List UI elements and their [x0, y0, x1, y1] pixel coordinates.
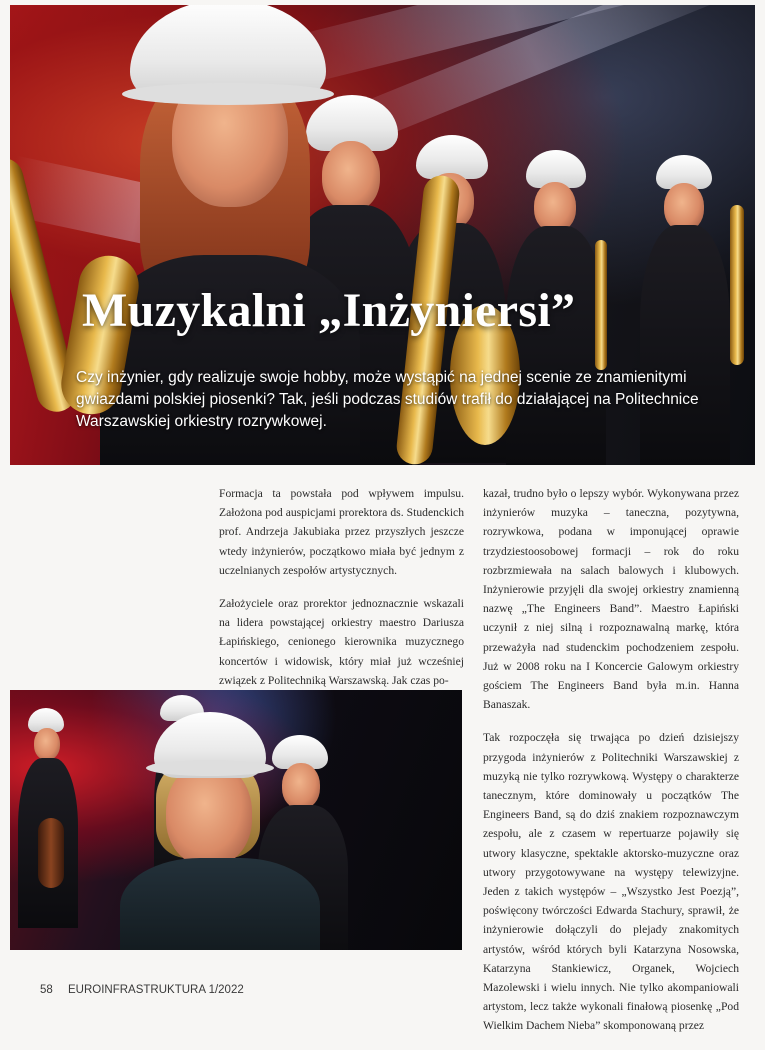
article-paragraph: Tak rozpoczęła się trwająca po dzień dzisiejszy przygoda inżynierów z Politechniki Warszawskiej z muzyką nie tylko rozrywkową. Występy o charakterze tanecznym, które dominowały u początków The Engineers Band, są do dziś znakiem rozpoznawczym zespołu, ale z czasem w repertuarze pojawiły się utwory klasyczne, spektakle aktorsko-muzyczne oraz utwory przygotowywane na występy telewizyjne. Jeden z takich występów – „Wszystko Jest Poezją”, poświęcony twórczości Edwarda Stachury, sprawił, że inżynierowie dołączyli do plejady znakomitych artystów, wśród których byli Katarzyna Nosowska, Katarzyna Stankiewicz, Organek, Wojciech Mazolewski i wielu innych. Nie tylko akompaniowali artystom, lecz także wykonali finałową piosenkę „Pod Wielkim Dachem Nieba” skomponowaną przez: [483, 731, 739, 1033]
article-column-left: [219, 484, 464, 704]
article-paragraph: kazał, trudno było o lepszy wybór. Wykonywana przez inżynierów muzyka – taneczna, pozytywna, rozrywkowa, podana w imponującej oprawie trzydziestoosobowej formacji – rok do roku rozbrzmiewała na salach balowych i klubowych. Inżynierowie przyjęli dla swojej orkiestry znamienną nazwę „The Engineers Band”. Maestro Łapiński uczynił z niej silną i rozpoznawalną markę, która przeważyła nad studenckim pochodzeniem zespołu. Już w 2008 roku na I Koncercie Galowym orkiestry gościem The Engineers Band była m.in. Hanna Banaszak.: [483, 487, 739, 712]
violinist-photo: [10, 690, 462, 950]
article-paragraph: Formacja ta powstała pod wpływem impulsu. Założona pod auspicjami prorektora ds. Studenckich prof. Andrzeja Jakubiaka przez przyszłych jeszcze wtedy inżynierów, początkowo miała być jednym z uczelnianych zespołów artystycznych.: [219, 487, 464, 577]
article-column-right: [483, 484, 739, 1050]
page-number: 58: [40, 984, 53, 996]
hero-photo: [10, 5, 755, 465]
article-lead: Czy inżynier, gdy realizuje swoje hobby, może wystąpić na jednej scenie ze znamienitymi gwiazdami polskiej piosenki? Tak, jeśli podczas studiów trafił do działającej na Politechnice Warszawskiej orkiestry rozrywkowej.: [76, 369, 699, 430]
trombone-shape: [595, 240, 607, 370]
article-title: Muzykalni „Inżyniersi”: [82, 284, 576, 337]
article-paragraph: Założyciele oraz prorektor jednoznacznie wskazali na lidera powstającej orkiestry maestro Dariusza Łapińskiego, cenionego kierownika muzycznego koncertów i widowisk, który miał już wcześniej związek z Politechniką Warszawską. Jak czas po-: [219, 597, 464, 687]
publication-name: EUROINFRASTRUKTURA 1/2022: [68, 984, 244, 996]
page-footer: [40, 984, 244, 996]
violin-scroll: [38, 818, 64, 888]
trombone-shape: [730, 205, 744, 365]
